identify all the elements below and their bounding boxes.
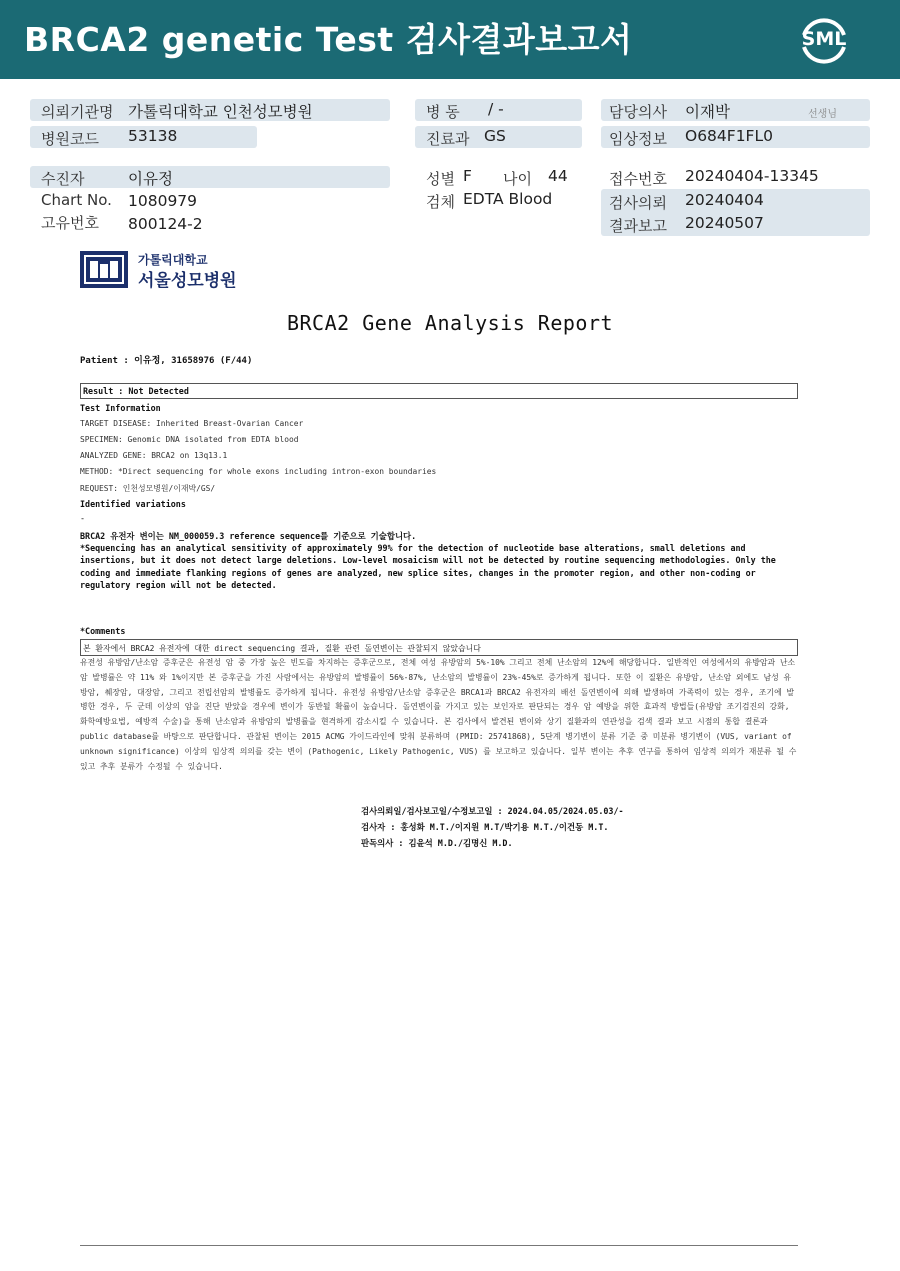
receipt-label: 접수번호 (609, 170, 667, 188)
unique-id-value: 800124-2 (128, 215, 203, 233)
patient-line: Patient : 이유정, 31658976 (F/44) (80, 356, 253, 366)
request-date-value: 20240404 (685, 191, 764, 209)
test-info-method: METHOD: *Direct sequencing for whole exons including intron-exon boundaries (80, 467, 437, 476)
identified-heading: Identified variations (80, 499, 186, 509)
hospital-code-value: 53138 (128, 127, 178, 145)
chart-no-value: 1080979 (128, 192, 198, 210)
comments-summary: 본 환자에서 BRCA2 유전자에 대한 direct sequencing 결과, 질환 관련 돌연변이는 관찰되지 않았습니다 (83, 644, 481, 653)
sml-logo (796, 13, 852, 67)
dates-line: 검사의뢰일/검사보고일/수정보고일 : 2024.04.05/2024.05.03/- (361, 806, 624, 816)
age-value: 44 (548, 167, 568, 185)
institution-label: 의뢰기관명 (41, 103, 114, 121)
hospital-emblem-icon (80, 251, 128, 288)
unique-id-label: 고유번호 (41, 214, 99, 232)
chart-no-label: Chart No. (41, 191, 112, 209)
dept-value: GS (484, 127, 506, 145)
sex-value: F (463, 167, 472, 185)
test-info-specimen: SPECIMEN: Genomic DNA isolated from EDTA blood (80, 435, 299, 444)
result-line: Result : Not Detected (83, 386, 189, 396)
request-date-label: 검사의뢰 (609, 194, 667, 212)
doctor-value: 이재박 (685, 103, 730, 121)
doctor-label: 담당의사 (609, 103, 667, 121)
patient-label: 수진자 (41, 170, 85, 188)
specimen-value: EDTA Blood (463, 190, 553, 208)
footer-divider (80, 1245, 798, 1246)
reference-line: BRCA2 유전자 변이는 NM_000059.3 reference sequence를 기준으로 기술합니다. (80, 531, 417, 541)
report-title: BRCA2 Gene Analysis Report (286, 311, 614, 335)
ward-label: 병 동 (426, 103, 460, 121)
dept-label: 진료과 (426, 130, 470, 148)
test-info-gene: ANALYZED GENE: BRCA2 on 13q13.1 (80, 451, 228, 460)
report-date-value: 20240507 (685, 214, 764, 232)
header-banner (0, 0, 900, 79)
identified-value: - (80, 513, 86, 523)
doctor-suffix: 선생님 (808, 109, 837, 120)
report-date-label: 결과보고 (609, 217, 667, 235)
institution-value: 가톨릭대학교 인천성모병원 (128, 103, 313, 121)
sensitivity-paragraph: *Sequencing has an analytical sensitivity of approximately 99% for the detection of nucleotide base alterations, small deletions and insertions, but it does not detect large deletions. Low-level mosaicism will not be detected by routine sequencing methodologies. Only the coding and immediate flanking regions of genes are analyzed, new splice sites, changes in the promoter region, and other non-coding or regulatory region will not be detected. (80, 543, 776, 591)
test-info-heading: Test Information (80, 403, 161, 413)
ward-value: / - (488, 100, 504, 118)
test-info-request: REQUEST: 인천성모병원/이재박/GS/ (80, 484, 216, 493)
comments-heading: *Comments (80, 626, 126, 636)
patient-value: 이유정 (128, 170, 173, 188)
hospital-logo-university: 가톨릭대학교 (138, 253, 208, 267)
age-label: 나이 (503, 170, 532, 188)
reader-line: 판독의사 : 김윤석 M.D./김명신 M.D. (361, 838, 513, 848)
sml-logo-text: SML (801, 28, 847, 50)
clinical-value: O684F1FL0 (685, 127, 773, 145)
test-info-target: TARGET DISEASE: Inherited Breast-Ovarian Cancer (80, 419, 304, 428)
comments-paragraph: 유전성 유방암/난소암 증후군은 유전성 암 중 가장 높은 빈도를 차지하는 증후군으로, 전체 여성 유방암의 5%-10% 그리고 전체 난소암의 12%에 해당합니다. 일반적인 여성에서의 유방암과 난소암 발병률은 약 11% 와 1%이지만 본 증후군을 가진 사람에서는 유방암의 발병률이 56%-87%, 난소암의 발병률이 23%-45%로 증가하게 됩니다. 또한 이 질환은 유방암, 난소암 외에도 남성 유방암, 췌장암, 대장암, 그리고 전립선암의 발병률도 증가하게 됩니다. 유전성 유방암/난소암 증후군은 BRCA1과 BRCA2 유전자의 배선 돌연변이에 의해 발생하며 가족력이 있는 경우, 조기에 발병한 경우, 두 군데 이상의 암을 진단 받았을 경우에 변이가 동반될 확률이 높습니다. 돌연변이를 가지고 있는 보인자로 판단되는 경우 암 예방을 위한 효과적 방법들(유방암 조기검진의 강화, 화학예방요법, 예방적 수술)을 통해 난소암과 유방암의 발병률을 현격하게 감소시킬 수 있습니다. 본 검사에서 발견된 변이와 상기 질환과의 연관성을 검색 결과 보고 시점의 통합 결론과 public database를 바탕으로 판단합니다. 관찰된 변이는 2015 ACMG 가이드라인에 맞춰 분류하며 (PMID: 25741868), 5단계 병기변이 분류 기준 중 미분류 병기변이 (VUS, variant of unknown significance) 이상의 임상적 의의를 갖는 변이 (Pathogenic, Likely Pathogenic, VUS) 를 보고하고 있습니다. 일부 변이는 추후 연구를 통하여 임상적 의의가 재분류 될 수 있고 추후 분류가 수정될 수 있습니다. (80, 658, 797, 771)
hospital-code-label: 병원코드 (41, 130, 99, 148)
specimen-label: 검체 (426, 193, 455, 211)
clinical-label: 임상정보 (609, 130, 667, 148)
examiners-line: 검사자 : 홍성화 M.T./이지원 M.T/박기용 M.T./이건동 M.T. (361, 822, 609, 832)
sex-label: 성별 (426, 170, 455, 188)
hospital-logo-name: 서울성모병원 (138, 271, 237, 291)
receipt-value: 20240404-13345 (685, 167, 819, 185)
report-header-title: BRCA2 genetic Test 검사결과보고서 (24, 20, 633, 59)
